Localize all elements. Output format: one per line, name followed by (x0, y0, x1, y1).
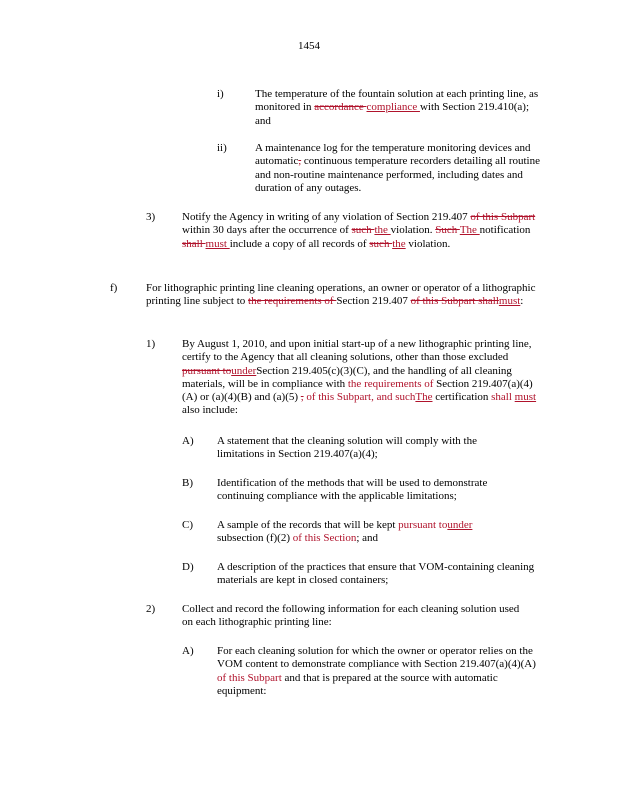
text: A maintenance log for the temperature monitoring devices and automatic (255, 142, 531, 168)
text: Notify the Agency in writing of any violation of Section 219.407 (182, 211, 471, 223)
text: subsection (f)(2) (217, 532, 293, 545)
text: within 30 days after the occurrence of (182, 224, 352, 237)
text: ; and (356, 532, 379, 545)
paragraph (146, 282, 541, 309)
revised-text: of this Section (292, 532, 357, 545)
paragraph: A statement that the cleaning solution will comply with the limitations in Section 219.407(a)(4); (217, 435, 477, 461)
deleted-text: pursuant to (182, 364, 232, 377)
text: certification (432, 391, 492, 404)
revised-text: of this Subpart (217, 671, 282, 684)
deleted-text: of this Subpart (470, 211, 536, 223)
text: and that is prepared at the source with automatic equipment: (217, 671, 498, 697)
item-label: D) (182, 561, 194, 573)
inserted-text: must (514, 391, 537, 404)
text: The temperature of the fountain solution at each printing line, as monitored in (255, 88, 539, 114)
text: continuous temperature recorders detailing all routine and non-routine maintenance performed, including dates and duration of any outages. (255, 155, 540, 194)
paragraph (255, 142, 545, 195)
paragraph (182, 338, 544, 418)
item-label: A) (182, 645, 194, 657)
text: For lithographic printing line cleaning operations, an owner or operator of a lithographic printing line subject to (146, 282, 536, 308)
item-label: C) (182, 519, 193, 531)
deleted-text: of this Subpart (410, 295, 479, 308)
deleted-text: such (351, 224, 375, 237)
inserted-text: under (231, 364, 257, 377)
revised-text: the requirements of (347, 377, 434, 390)
text: By August 1, 2010, and upon initial start-up of a new lithographic printing line, certify to the Agency that all cleaning solutions, other than those excluded (182, 338, 532, 364)
inserted-text: must (205, 237, 230, 250)
text: include a copy of all records of (229, 237, 370, 250)
text: Section 219.407 (336, 295, 411, 308)
revised-text: of this Subpart, and such (303, 391, 416, 404)
text: violation. (390, 224, 436, 237)
text: violation. (405, 237, 451, 250)
paragraph: Collect and record the following information for each cleaning solution used on each lithographic printing line: (182, 603, 520, 629)
inserted-text: under (447, 519, 473, 531)
paragraph: Identification of the methods that will be used to demonstrate continuing compliance with the applicable limitations; (217, 477, 488, 503)
item-label: 1) (146, 338, 156, 350)
text: A sample of the records that will be kept (217, 519, 399, 531)
item-label: f) (110, 282, 118, 294)
revised-text: pursuant to (398, 519, 448, 531)
item-label: ii) (217, 142, 227, 154)
deleted-text: shall (182, 237, 206, 250)
deleted-text: Such (435, 224, 460, 237)
item-label: B) (182, 477, 193, 489)
item-label: 2) (146, 603, 156, 615)
text: : (520, 295, 524, 308)
item-label: 3) (146, 211, 156, 223)
inserted-text: The (415, 391, 433, 404)
deleted-text: , (300, 391, 304, 404)
text: Section 219.407(a)(4)(A) or (a)(4)(B) and (a)(5) (182, 377, 533, 404)
text: For each cleaning solution for which the owner or operator relies on the VOM content to demonstrate compliance with Section 219.407(a)(4)(A) (217, 645, 536, 671)
paragraph (217, 519, 517, 546)
paragraph (182, 211, 547, 251)
page-number: 1454 (298, 40, 320, 52)
paragraph (217, 645, 542, 698)
revised-text: shall (491, 391, 512, 404)
text: also include: (182, 404, 238, 417)
paragraph (255, 88, 545, 128)
deleted-text: the requirements of (248, 295, 337, 308)
paragraph: A description of the practices that ensure that VOM-containing cleaning materials are kept in closed containers; (217, 561, 535, 587)
inserted-text: compliance (366, 101, 420, 114)
text: Section 219.405(c)(3)(C), and the handling of all cleaning materials, will be in compliance with (182, 364, 512, 390)
deleted-text: such (369, 237, 393, 250)
item-label: i) (217, 88, 224, 100)
text: with Section 219.410(a); and (255, 101, 530, 127)
deleted-text: , (298, 155, 302, 168)
deleted-text: accordance (314, 101, 367, 114)
inserted-text: the (392, 237, 406, 250)
inserted-text: the (374, 224, 391, 237)
text: notification (479, 224, 531, 237)
deleted-text: shall (478, 295, 499, 308)
inserted-text: The (459, 224, 480, 237)
inserted-text: must (498, 295, 521, 308)
item-label: A) (182, 435, 194, 447)
